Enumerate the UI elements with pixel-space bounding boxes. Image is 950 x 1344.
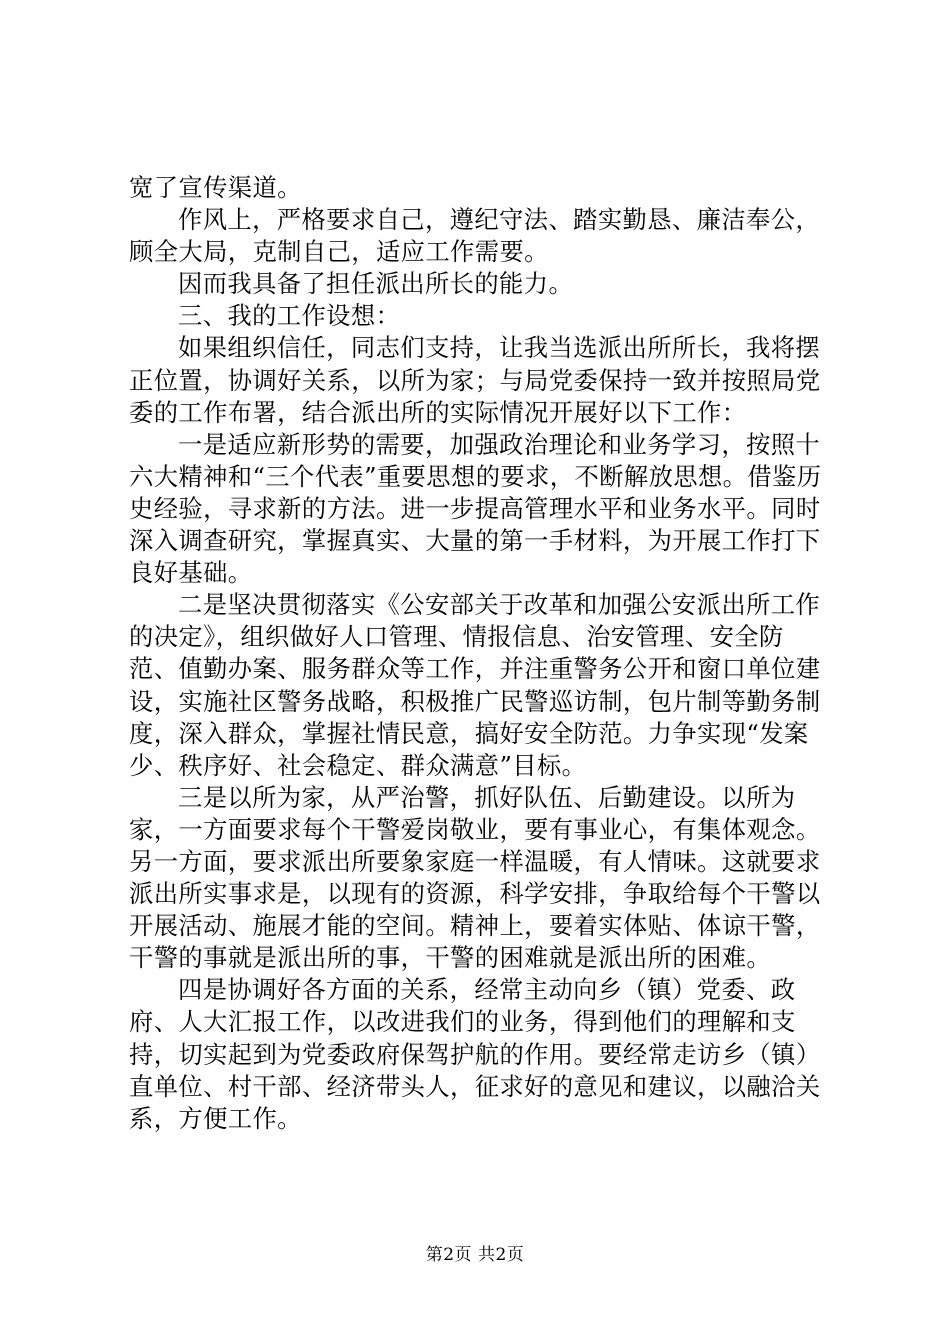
paragraph-5: 如果组织信任，同志们支持，让我当选派出所所长，我将摆正位置，协调好关系，以所为家；与局党委保持一致并按照局党委的工作布署，结合派出所的实际情况开展好以下工作： (129, 333, 821, 427)
page-footer: 第2页 共2页 (425, 1245, 525, 1265)
paragraph-7: 二是坚决贯彻落实《公安部关于改革和加强公安派出所工作的决定》，组织做好人口管理、情报信息、治安管理、安全防范、值勤办案、服务群众等工作，并注重警务公开和窗口单位建设，实施社区警务战略，积极推广民警巡访制，包片制等勤务制度，深入群众，掌握社情民意，搞好安全防范。力争实现“发案少、秩序好、社会稳定、群众满意”目标。 (129, 590, 821, 780)
paragraph-8: 三是以所为家，从严治警，抓好队伍、后勤建设。以所为家，一方面要求每个干警爱岗敬业，要有事业心，有集体观念。另一方面，要求派出所要象家庭一样温暖，有人情味。这就要求派出所实事求是，以现有的资源，科学安排，争取给每个干警以开展活动、施展才能的空间。精神上，要着实体贴、体谅干警，干警的事就是派出所的事，干警的困难就是派出所的困难。 (129, 782, 821, 973)
paragraph-9: 四是协调好各方面的关系，经常主动向乡（镇）党委、政府、人大汇报工作，以改进我们的业务，得到他们的理解和支持，切实起到为党委政府保驾护航的作用。要经常走访乡（镇）直单位、村干部、经济带头人，征求好的意见和建议，以融洽关系，方便工作。 (129, 975, 821, 1133)
paragraph-6: 一是适应新形势的需要，加强政治理论和业务学习，按照十六大精神和“三个代表”重要思想的要求，不断解放思想。借鉴历史经验，寻求新的方法。进一步提高管理水平和业务水平。同时深入调查研究，掌握真实、大量的第一手材料，为开展工作打下良好基础。 (129, 429, 822, 588)
paragraph-3: 因而我具备了担任派出所长的能力。 (178, 269, 574, 299)
paragraph-1: 宽了宣传渠道。 (129, 173, 302, 202)
paragraph-2: 作风上，严格要求自己，遵纪守法、踏实勤恳、廉洁奉公，顾全大局，克制自己，适应工作需要。 (129, 205, 821, 267)
document-body (129, 172, 829, 1135)
section-heading: 三、我的工作设想： (178, 301, 401, 331)
